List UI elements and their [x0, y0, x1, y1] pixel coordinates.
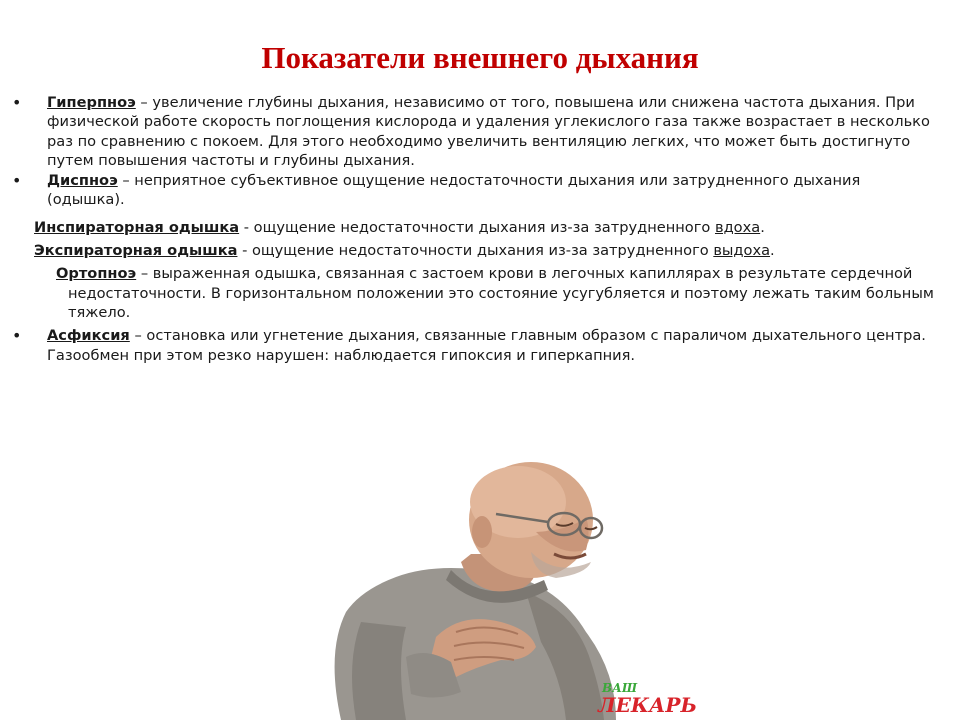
- definition-hyperpnea: – увеличение глубины дыхания, независимо от того, повышена или снижена частота дыхания. При физической работе скорость поглощения кислорода и удаления углекислого газа также возрастает в несколько раз по сравнению с покоем. Для этого необходимо увеличить вентиляцию легких, что может быть достигнуто путем повышения частоты и глубины дыхания.: [47, 94, 930, 169]
- term-inspiratory: Инспираторная одышка: [34, 218, 240, 236]
- sub-item-orthopnea: [34, 264, 937, 322]
- keyword-inhale: вдоха: [714, 218, 761, 236]
- sub-item-inspiratory: [34, 218, 937, 237]
- bullet-icon: •: [12, 326, 22, 346]
- term-hyperpnea: Гиперпноэ: [47, 94, 136, 111]
- definition-expiratory: - ощущение недостаточности дыхания из-за затрудненного: [237, 242, 714, 260]
- bullet-icon: •: [12, 93, 22, 112]
- list-item-asphyxia: [12, 326, 937, 365]
- list-item-dyspnea: [12, 171, 937, 210]
- list-item-hyperpnea: [12, 93, 937, 170]
- bullet-icon: •: [12, 171, 22, 191]
- definition-dyspnea: – неприятное субъективное ощущение недостаточности дыхания или затрудненного дыхания (одышка).: [47, 172, 861, 209]
- definition-asphyxia: – остановка или угнетение дыхания, связанные главным образом с параличом дыхательного центра. Газообмен при этом резко нарушен: наблюдается гипоксия и гиперкапния.: [47, 327, 926, 364]
- man-clutching-chest-photo: [286, 462, 700, 720]
- keyword-exhale: выдоха: [713, 242, 771, 260]
- svg-text:ЛЕКАРЬ: ЛЕКАРЬ: [598, 693, 697, 717]
- term-dyspnea: Диспноэ: [47, 172, 118, 190]
- period: .: [760, 218, 765, 236]
- term-asphyxia: Асфиксия: [47, 327, 130, 345]
- definition-inspiratory: - ощущение недостаточности дыхания из-за затрудненного: [239, 218, 715, 236]
- slide-body: [12, 92, 937, 365]
- definition-orthopnea: – выраженная одышка, связанная с застоем крови в легочных капиллярах в результате сердечной недостаточности. В горизонтальном положении это состояние усугубляется и поэтому лежать таким больным тяжело.: [68, 265, 934, 321]
- svg-text:ВАШ: ВАШ: [602, 681, 638, 695]
- term-orthopnea: Ортопноэ: [56, 265, 137, 283]
- term-expiratory: Экспираторная одышка: [34, 242, 238, 260]
- slide-title: Показатели внешнего дыхания: [261, 40, 699, 75]
- sub-item-expiratory: [34, 241, 937, 260]
- photo-illustration: [286, 462, 700, 720]
- period: .: [770, 242, 775, 260]
